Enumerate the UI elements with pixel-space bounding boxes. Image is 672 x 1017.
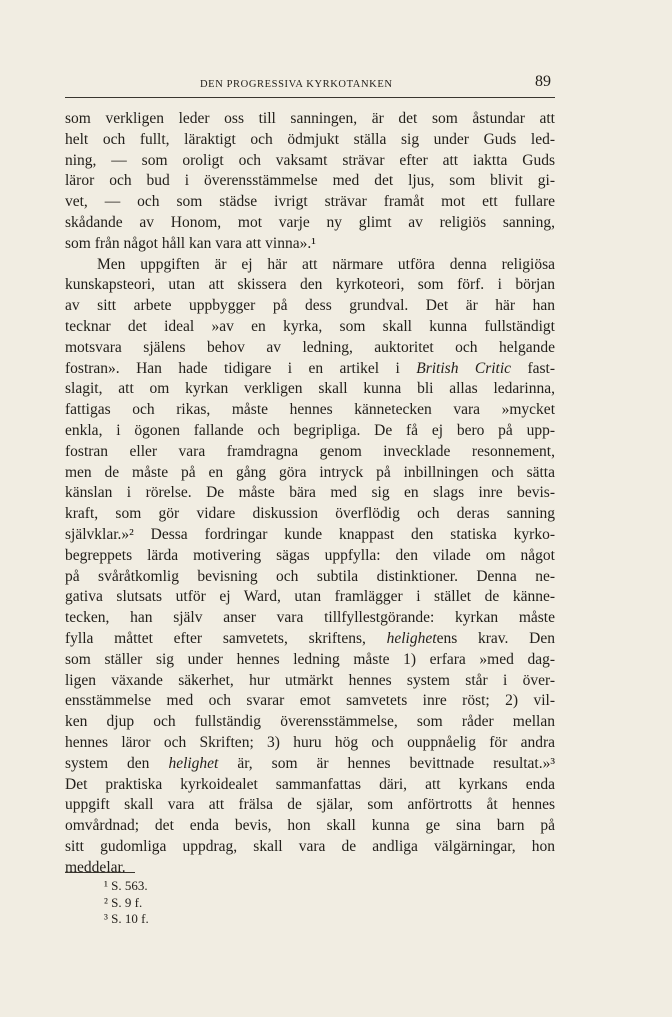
text-line: fostran eller vara framdragna genom invecklade resonnement,	[65, 442, 555, 460]
footnote: ² S. 9 f.	[104, 894, 143, 910]
text-line: fattigas och rikas, måste hennes kännetecken vara »mycket	[65, 401, 555, 419]
text-line: på svåråtkomlig bevisning och subtila distinktioner. Denna ne-	[65, 567, 555, 585]
text-line: ning, — som oroligt och vaksamt strävar efter att iaktta Guds	[65, 151, 555, 169]
footnotes	[104, 878, 149, 928]
text-line: enkla, i ögonen fallande och begripliga. De få ej bero på upp-	[65, 421, 555, 439]
footnote: ¹ S. 563.	[104, 878, 148, 893]
text-line: motsvara själens behov av ledning, auktoritet och helgande	[65, 338, 555, 356]
text-line: slagit, att om kyrkan verkligen skall kunna bli allas ledarinna,	[65, 380, 555, 398]
text-line: hennes läror och Skriften; 3) huru hög och ouppnåelig för andra	[65, 733, 555, 751]
text-line: kraft, som gör vidare diskussion överflödig och deras sanning	[65, 505, 555, 523]
page-number: 89	[535, 73, 551, 90]
text-line: ken djup och fullständig överensstämmelse, som råder mellan	[65, 713, 555, 731]
text-line: ligen växande säkerhet, hur utmärkt hennes system står i över-	[65, 671, 555, 689]
text-line: helt och fullt, läraktigt och ödmjukt ställa sig under Guds led-	[65, 130, 555, 148]
text-line: men de måste på en gång göra intryck på inbillningen och sätta	[65, 463, 555, 481]
text-line: av sitt arbete uppbygger på dess grundval. Det är här han	[65, 297, 555, 315]
body-text	[65, 109, 555, 878]
text-line: meddelar.	[65, 858, 126, 876]
text-line: system den helighet är, som är hennes bevittnade resultat.»³	[65, 754, 556, 772]
text-line: tecknar det ideal »av en kyrka, som skall kunna fullständigt	[65, 317, 555, 335]
running-head: DEN PROGRESSIVA KYRKOTANKEN	[200, 79, 393, 90]
text-line: omvårdnad; det enda bevis, hon skall kunna ge sina barn på	[65, 817, 555, 835]
text-line: Det praktiska kyrkoidealet sammanfattas däri, att kyrkans enda	[65, 775, 555, 793]
footnote: ³ S. 10 f.	[104, 911, 149, 926]
text-line: känslan i rörelse. De måste bära med sig en slags inre bevis-	[65, 484, 555, 502]
text-line: Men uppgiften är ej här att närmare utföra denna religiösa	[97, 255, 555, 273]
text-line: vet, — och som städse ivrigt strävar framåt mot ett fullare	[65, 193, 555, 211]
text-line: begreppets lärda motivering sägas uppfylla: den vilade om något	[65, 546, 555, 564]
text-line: ensstämmelse med och svarar emot samvetets inre röst; 2) vil-	[65, 692, 555, 710]
text-line: fostran». Han hade tidigare i en artikel i British Critic fast-	[65, 359, 556, 377]
text-line: kunskapsteori, utan att skissera den kyrkoteori, som förf. i början	[65, 276, 555, 294]
text-line: som ställer sig under hennes ledning måste 1) erfara »med dag-	[65, 650, 555, 668]
text-line: gativa slutsats utför ej Ward, utan framlägger i stället de känne-	[65, 588, 555, 606]
text-line: självklar.»² Dessa fordringar kunde knappast den statiska kyrko-	[65, 525, 555, 543]
footnote-divider	[65, 872, 135, 873]
text-line: uppgift skall vara att frälsa de själar, som anförtrotts åt hennes	[65, 796, 555, 814]
text-line: skådande av Honom, mot varje ny glimt av religiös sanning,	[65, 213, 555, 231]
text-line: läror och bud i överensstämmelse med det ljus, som blivit gi-	[65, 172, 555, 190]
text-line: fylla måttet efter samvetets, skriftens, helighetens krav. Den	[65, 629, 555, 647]
text-line: som verkligen leder oss till sanningen, är det som åstundar att	[65, 110, 555, 127]
text-line: som från något håll kan vara att vinna».¹	[65, 234, 316, 252]
text-line: sitt gudomliga uppdrag, skall vara de andliga välgärningar, hon	[65, 837, 555, 855]
text-line: tecken, han själv anser vara tillfyllestgörande: kyrkan måste	[65, 609, 555, 627]
page-header	[65, 73, 555, 98]
